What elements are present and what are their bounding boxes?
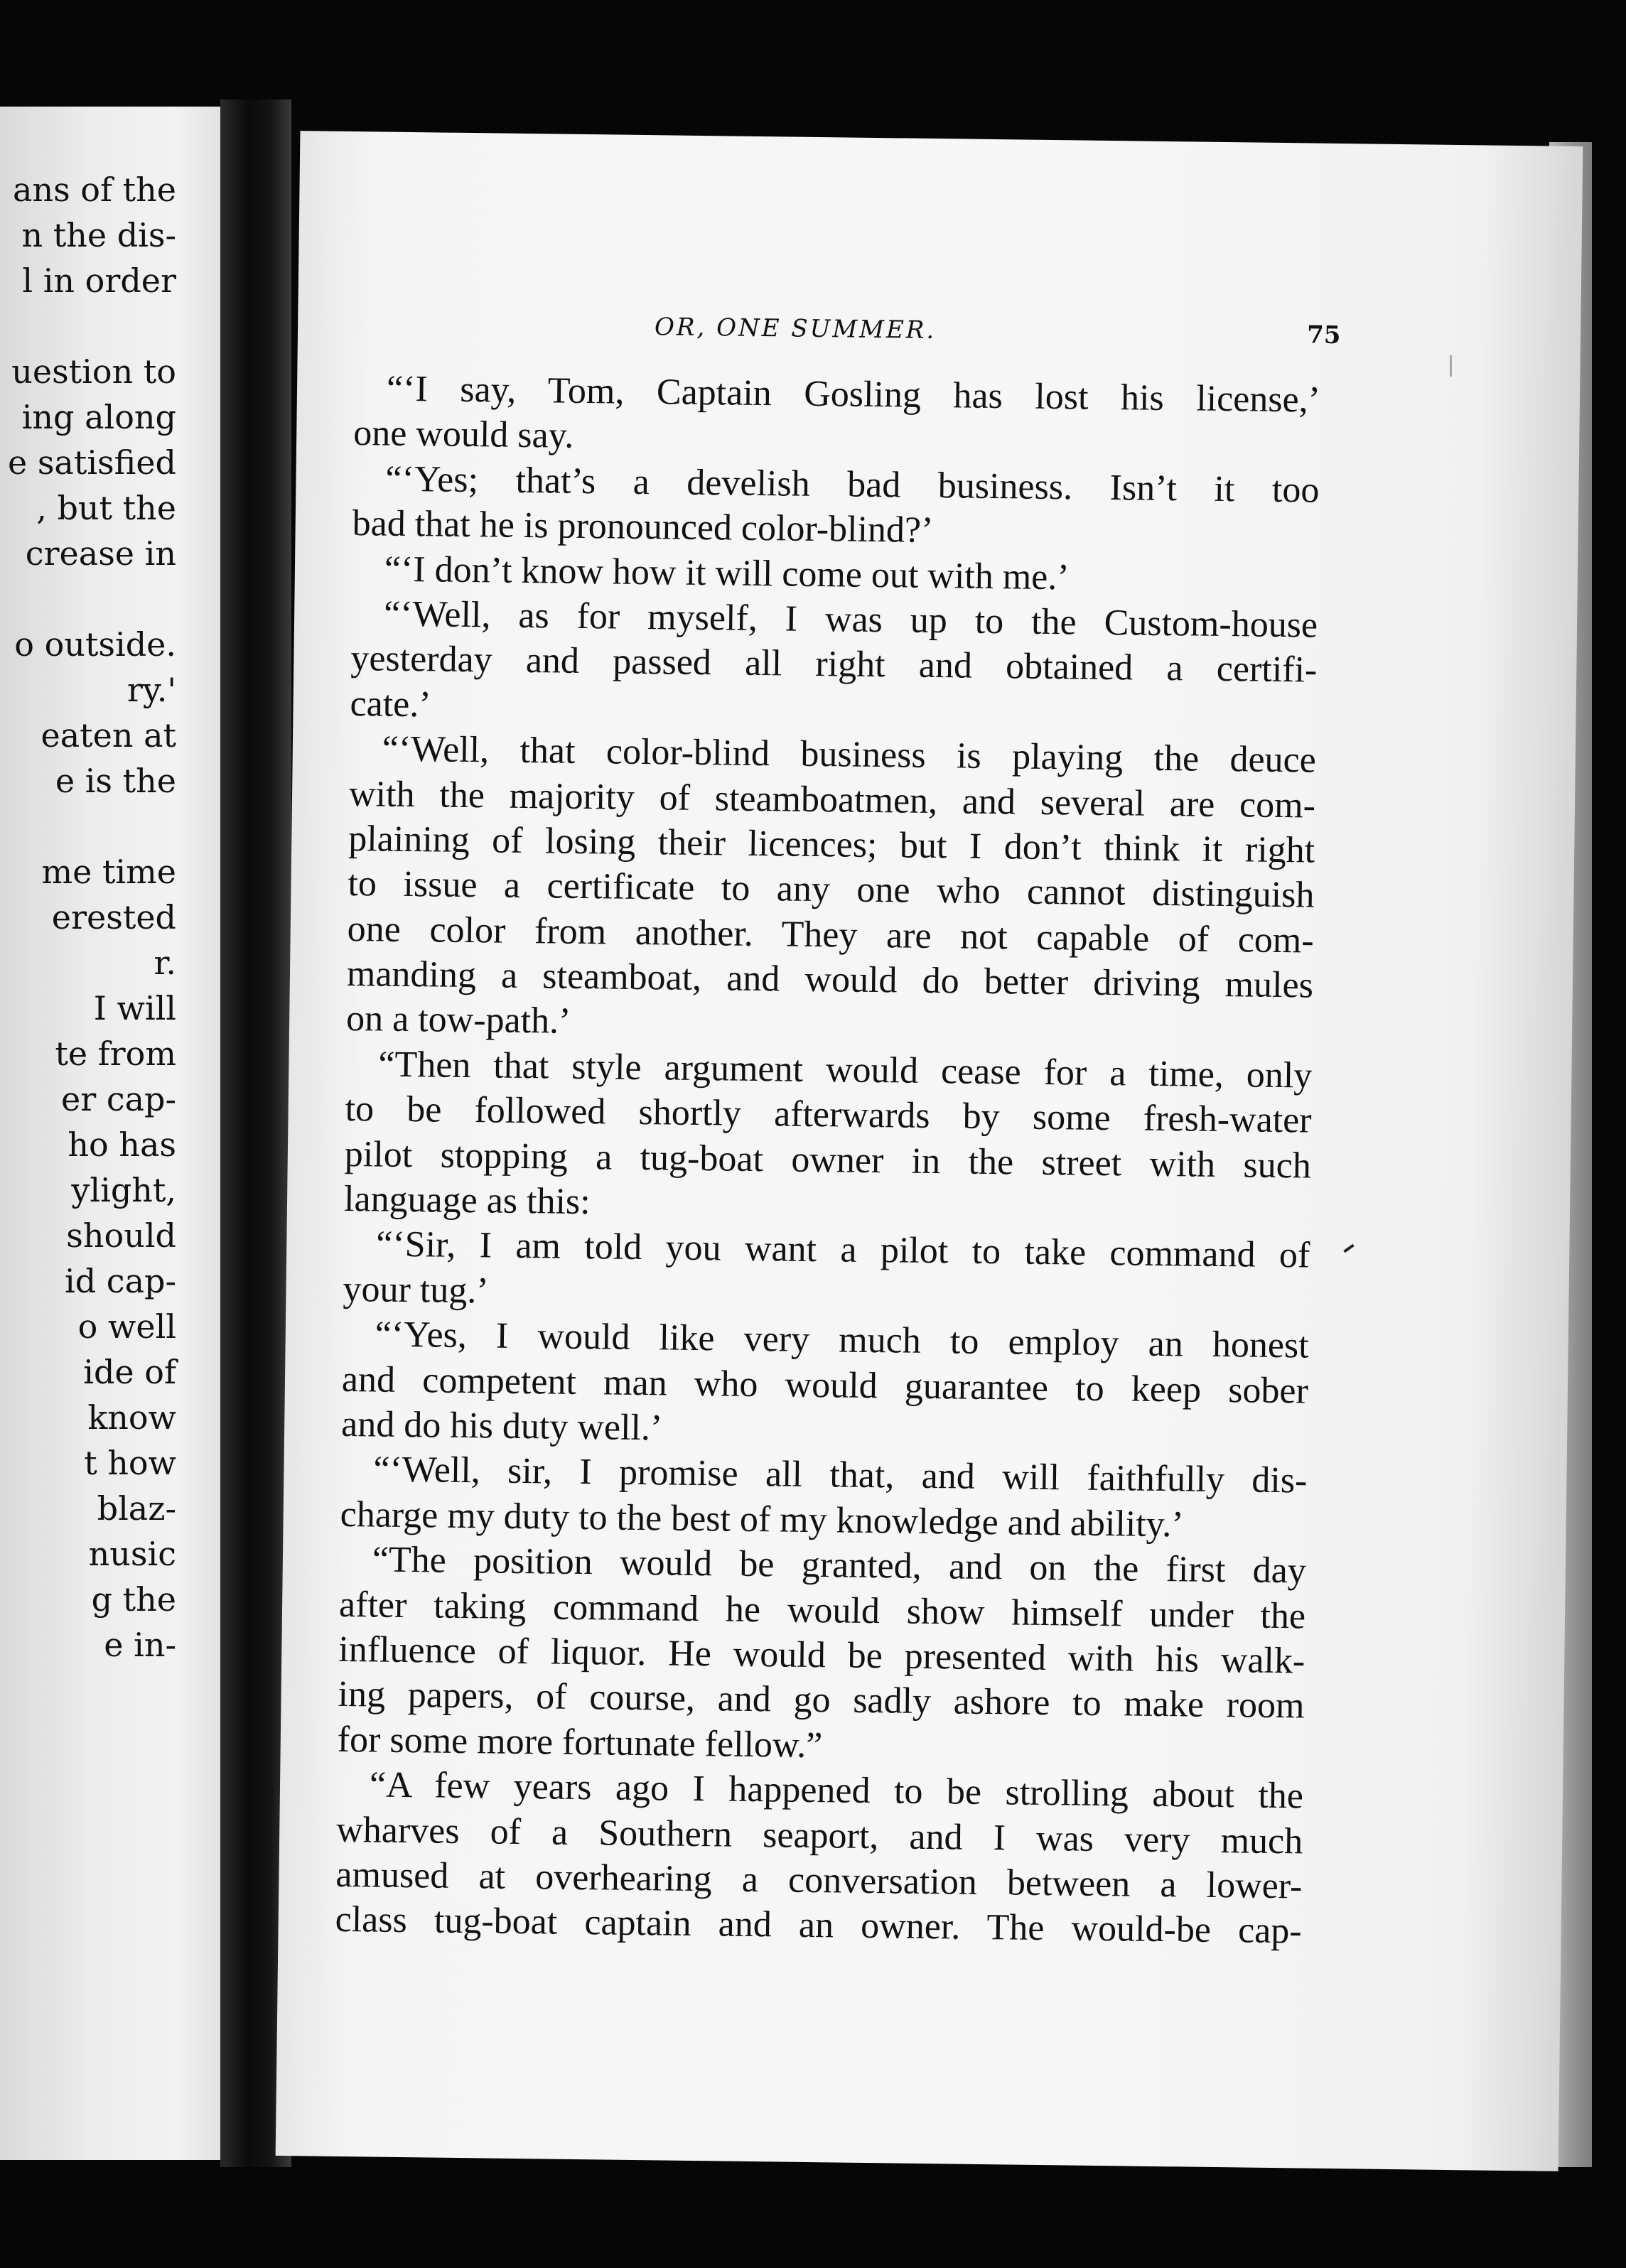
text-line: class tug-boat captain and an owner. The would-be cap- <box>335 1899 1302 1952</box>
left-page-line: know <box>87 1398 176 1437</box>
text-line: and competent man who would guarantee to keep sober <box>341 1359 1309 1412</box>
text-line: plaining of losing their licences; but I don’t think it right <box>348 818 1315 871</box>
left-page-line: e in- <box>104 1626 176 1664</box>
left-page-line: id cap- <box>65 1262 176 1300</box>
text-line: “‘I don’t know how it will come out with me.’ <box>384 549 1070 598</box>
left-page-line: eaten at <box>41 716 176 755</box>
text-line: “The position would be granted, and on the first day <box>372 1539 1307 1592</box>
text-line: “A few years ago I happened to be strolling about the <box>369 1764 1304 1817</box>
book-page <box>276 131 1583 2171</box>
text-line: to issue a certificate to any one who cannot distinguish <box>348 863 1315 916</box>
text-line: your tug.’ <box>343 1268 489 1312</box>
left-page-line: should <box>66 1216 176 1255</box>
left-page-line: t how <box>84 1444 176 1482</box>
left-page-line: uestion to <box>11 352 176 391</box>
text-line: “‘Well, as for myself, I was up to the Custom-house <box>383 593 1318 646</box>
text-line: language as this: <box>343 1178 591 1223</box>
text-line: “‘Yes, I would like very much to employ an honest <box>375 1314 1310 1366</box>
edge-scratch-mark <box>1450 355 1452 377</box>
left-page-line: o outside. <box>14 625 176 664</box>
left-page-line: ho has <box>68 1125 176 1164</box>
left-page-line: I will <box>93 989 176 1027</box>
text-line: bad that he is pronounced color-blind?’ <box>352 503 934 551</box>
text-line: charge my duty to the best of my knowledge and ability.’ <box>340 1494 1185 1545</box>
text-line: amused at overhearing a conversation between a lower- <box>335 1854 1303 1907</box>
text-line: after taking command he would show himself under the <box>338 1584 1306 1637</box>
text-line: “‘Well, that color-blind business is playing the deuce <box>382 728 1317 781</box>
page-body-text <box>335 366 1320 1954</box>
text-line: influence of liquor. He would be presented with his walk- <box>338 1629 1305 1682</box>
left-page-line: ans of the <box>13 171 176 209</box>
left-page-line: ing along <box>21 398 176 436</box>
text-line: with the majority of steamboatmen, and several are com- <box>348 773 1316 826</box>
text-line: “‘I say, Tom, Captain Gosling has lost his license,’ <box>386 368 1321 421</box>
previous-page-fragment <box>0 107 220 2160</box>
text-line: “‘Sir, I am told you want a pilot to take command of <box>375 1224 1310 1276</box>
text-line: cate.’ <box>350 683 431 725</box>
left-page-line: blaz- <box>97 1489 176 1528</box>
text-line: to be followed shortly afterwards by some fresh-water <box>345 1089 1312 1141</box>
text-line: one color from another. They are not capable of com- <box>347 908 1315 961</box>
left-page-line: , but the <box>36 489 176 527</box>
text-line: for some more fortunate fellow.” <box>337 1719 823 1766</box>
left-page-line: er cap- <box>60 1080 176 1118</box>
left-page-line: e satisfied <box>7 443 176 482</box>
text-line: ing papers, of course, and go sadly ashore to make room <box>338 1674 1305 1727</box>
text-line: one would say. <box>352 413 574 457</box>
page-number: 75 <box>1306 320 1341 350</box>
left-page-line: r. <box>154 944 176 982</box>
left-page-line: nusic <box>88 1535 176 1573</box>
left-page-line: te from <box>55 1035 176 1073</box>
running-head-title: OR, ONE SUMMER. <box>654 313 937 345</box>
left-page-line: n the dis- <box>21 216 176 254</box>
text-line: “‘Yes; that’s a develish bad business. Isn’t it too <box>385 458 1320 511</box>
text-line: pilot stopping a tug-boat owner in the street with such <box>344 1133 1312 1187</box>
left-page-line: me time <box>41 853 176 891</box>
text-line: “‘Well, sir, I promise all that, and will faithfully dis- <box>373 1449 1308 1501</box>
left-page-line: ide of <box>83 1353 176 1391</box>
text-line: “Then that style argument would cease for a time, only <box>378 1044 1313 1096</box>
left-page-line: ylight, <box>71 1171 176 1209</box>
text-line: wharves of a Southern seaport, and I was very much <box>335 1809 1303 1862</box>
text-line: yesterday and passed all right and obtained a certifi- <box>350 638 1318 691</box>
text-line: and do his duty well.’ <box>340 1403 663 1449</box>
left-page-line: e is the <box>55 762 176 800</box>
left-page-line: o well <box>77 1307 176 1346</box>
left-page-line: ry.' <box>126 671 176 709</box>
text-line: on a tow-path.’ <box>345 998 571 1042</box>
left-page-line: g the <box>91 1580 176 1619</box>
text-line: manding a steamboat, and would do better driving mules <box>346 954 1314 1006</box>
left-page-line: erested <box>51 898 176 936</box>
running-head <box>298 308 1581 367</box>
left-page-line: l in order <box>22 261 176 300</box>
left-page-line: crease in <box>25 534 176 573</box>
